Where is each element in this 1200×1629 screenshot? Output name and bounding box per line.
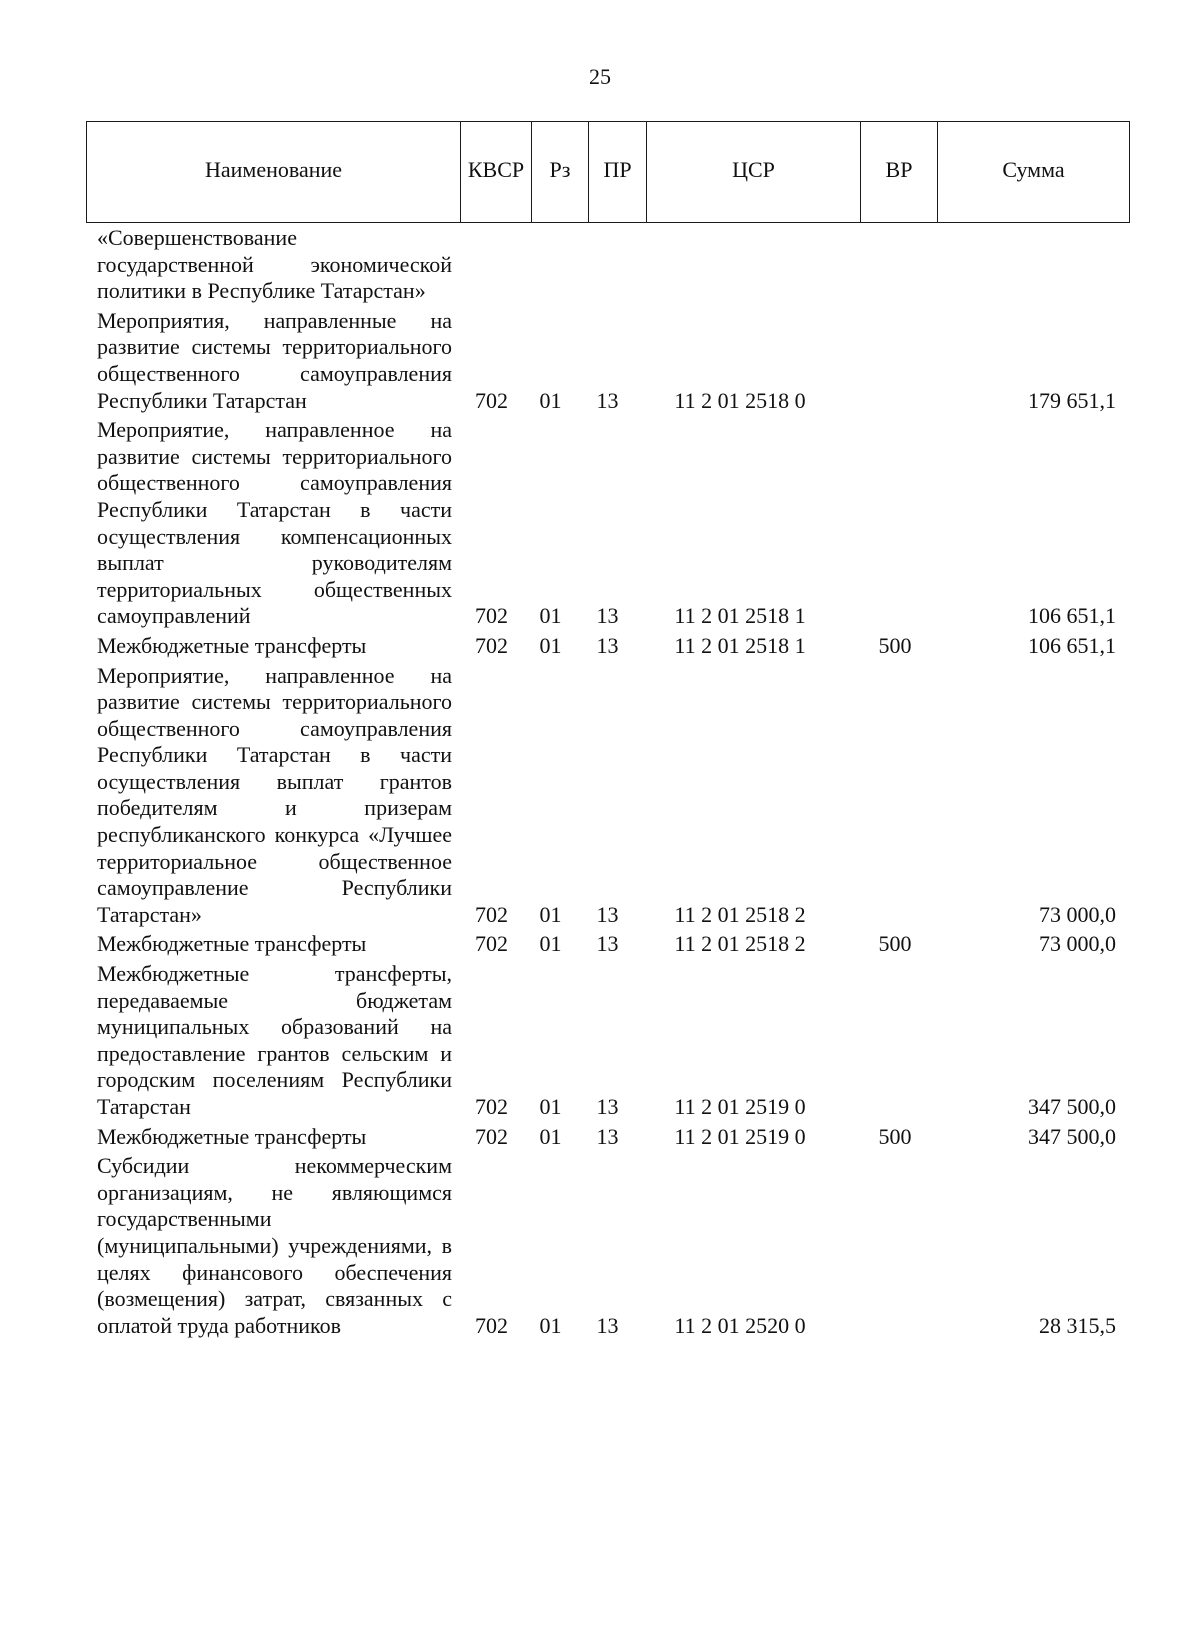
row-csr: 11 2 01 2518 1	[674, 632, 806, 658]
row-sum: 347 500,0	[1028, 1123, 1116, 1149]
row-name: Межбюджетные трансферты	[97, 632, 367, 658]
row-name: Мероприятие, направленное на развитие системы территориального общественного самоуправления Республики Татарстан в части осуществления выплат грантов победителям и призерам республиканского конкурса «Лучшее территориальное общественное самоуправление Республики Татарстан»	[97, 662, 452, 927]
row-pr: 13	[596, 1123, 619, 1149]
row-name: Межбюджетные трансферты	[97, 931, 367, 957]
row-pr: 13	[596, 632, 619, 658]
header-kvsr: КВСР	[461, 122, 532, 222]
table-row	[97, 1124, 1130, 1151]
row-name: Межбюджетные трансферты	[97, 1123, 367, 1149]
table-row	[97, 931, 1130, 958]
table-row	[97, 225, 1130, 305]
row-csr: 11 2 01 2518 2	[674, 931, 806, 957]
row-rz: 01	[539, 603, 562, 629]
row-sum: 73 000,0	[1039, 901, 1116, 927]
table-row	[97, 1153, 1130, 1339]
table-row	[97, 961, 1130, 1121]
row-vr: 500	[878, 1123, 912, 1149]
table-row	[97, 663, 1130, 929]
row-rz: 01	[539, 1312, 562, 1338]
row-sum: 28 315,5	[1039, 1312, 1116, 1338]
row-pr: 13	[596, 931, 619, 957]
row-pr: 13	[596, 1094, 619, 1119]
row-name: «Совершенствование государственной экономической политики в Республике Татарстан»	[97, 225, 452, 304]
row-sum: 73 000,0	[1039, 931, 1116, 957]
row-kvsr: 702	[475, 931, 508, 957]
header-pr: ПР	[589, 122, 647, 222]
row-name: Межбюджетные трансферты, передаваемые бюджетам муниципальных образований на предоставление грантов сельским и городским поселениям Республики Татарстан	[97, 961, 452, 1119]
row-kvsr: 702	[475, 1094, 508, 1119]
row-kvsr: 702	[475, 901, 508, 927]
row-rz: 01	[539, 1123, 562, 1149]
row-kvsr: 702	[475, 632, 508, 658]
row-pr: 13	[596, 387, 619, 413]
table-row	[97, 417, 1130, 630]
row-rz: 01	[539, 632, 562, 658]
row-rz: 01	[539, 931, 562, 957]
header-sum: Сумма	[1002, 157, 1065, 182]
row-csr: 11 2 01 2519 0	[674, 1094, 806, 1119]
row-csr: 11 2 01 2519 0	[674, 1123, 806, 1149]
row-sum: 106 651,1	[1028, 632, 1116, 658]
row-kvsr: 702	[475, 387, 508, 413]
row-pr: 13	[596, 603, 619, 629]
row-vr: 500	[878, 632, 912, 658]
row-rz: 01	[539, 1094, 562, 1119]
table-row	[97, 633, 1130, 660]
row-kvsr: 702	[475, 603, 508, 629]
header-name: Наименование	[87, 122, 461, 222]
row-kvsr: 702	[475, 1312, 508, 1338]
row-csr: 11 2 01 2518 0	[674, 387, 806, 413]
row-pr: 13	[596, 901, 619, 927]
row-csr: 11 2 01 2518 1	[674, 603, 806, 629]
row-rz: 01	[539, 901, 562, 927]
row-name: Субсидии некоммерческим организациям, не являющимся государственными (муниципальными) учреждениями, в целях финансового обеспечения (возмещения) затрат, связанных с оплатой труда работников	[97, 1153, 452, 1338]
row-vr: 500	[878, 931, 912, 957]
row-sum: 106 651,1	[1028, 603, 1116, 629]
row-name: Мероприятие, направленное на развитие системы территориального общественного самоуправления Республики Татарстан в части осуществления компенсационных выплат руководителям территориальных общественных самоуправлений	[97, 417, 452, 629]
row-sum: 179 651,1	[1028, 387, 1116, 413]
page-number: 25	[589, 64, 611, 89]
table-header	[86, 121, 1130, 223]
header-csr: ЦСР	[647, 122, 861, 222]
header-vr: ВР	[861, 122, 938, 222]
row-csr: 11 2 01 2518 2	[674, 901, 806, 927]
table-body	[97, 225, 1130, 1342]
table-row	[97, 308, 1130, 414]
row-kvsr: 702	[475, 1123, 508, 1149]
row-rz: 01	[539, 387, 562, 413]
header-rz: Рз	[532, 122, 589, 222]
row-name: Мероприятия, направленные на развитие системы территориального общественного самоуправления Республики Татарстан	[97, 307, 452, 413]
row-sum: 347 500,0	[1028, 1094, 1116, 1119]
row-csr: 11 2 01 2520 0	[674, 1312, 806, 1338]
row-pr: 13	[596, 1312, 619, 1338]
